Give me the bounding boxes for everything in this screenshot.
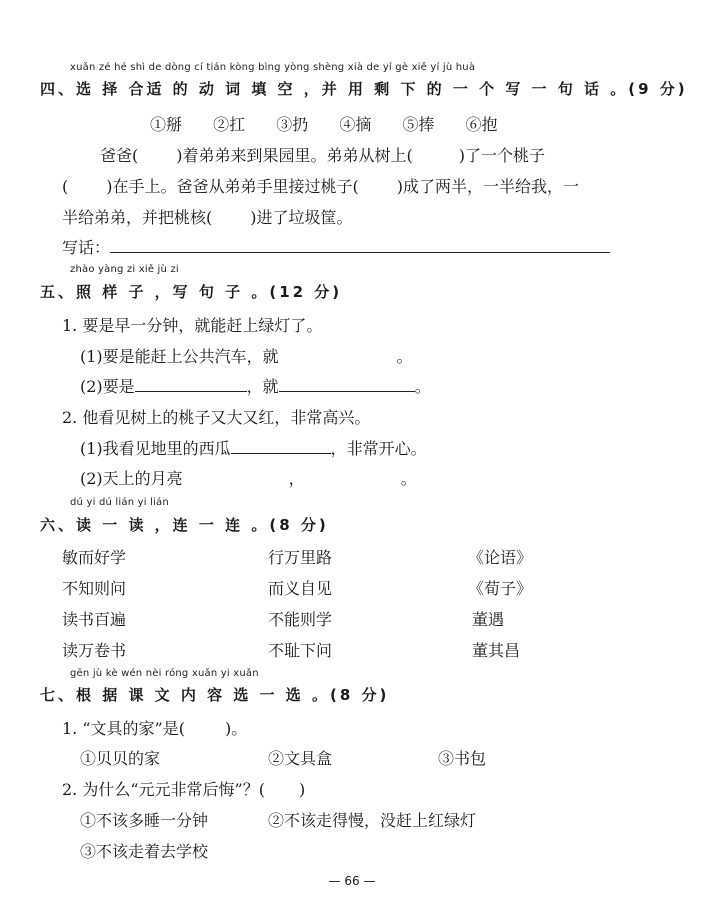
match-left[interactable]: 读书百遍 xyxy=(62,610,127,629)
sec5-title: 五、照 样 子 ，写 句 子 。(12 分) xyxy=(40,283,343,301)
text: 半给弟弟，并把桃核( xyxy=(62,208,213,227)
sec4-line1 xyxy=(100,143,545,166)
sec4-options xyxy=(150,112,498,135)
match-right[interactable]: 《论语》 xyxy=(468,548,533,567)
match-middle[interactable]: 不耻下问 xyxy=(268,641,333,660)
text: ，非常开心。 xyxy=(330,439,427,458)
sec4-option: ③扔 xyxy=(276,115,309,134)
sec7-q2-option[interactable]: ②不该走得慢，没赶上红绿灯 xyxy=(268,811,477,830)
sec7-q2-option[interactable]: ①不该多睡一分钟 xyxy=(80,811,209,830)
sec7-q2 xyxy=(62,777,305,800)
blank-line[interactable] xyxy=(231,439,331,454)
text: ，就 xyxy=(246,377,279,396)
text: )进了垃圾筐。 xyxy=(250,208,353,227)
sec5-q1a xyxy=(80,344,413,367)
text: (2)天上的月亮 xyxy=(80,469,183,488)
text: 。 xyxy=(414,377,431,396)
sec4-line2 xyxy=(62,174,579,197)
sec4-option: ⑤捧 xyxy=(402,115,435,134)
text: )在手上。爸爸从弟弟手里接过桃子( xyxy=(106,177,359,196)
sec7-title: 七、根 据 课 文 内 容 选 一 选 。(8 分) xyxy=(40,686,390,704)
sec5-q1b xyxy=(80,374,431,397)
text: )了一个桃子 xyxy=(458,146,545,165)
text: 1. “文具的家”是( xyxy=(62,719,185,738)
text: )成了两半，一半给我，一 xyxy=(396,177,579,196)
sec4-write xyxy=(62,235,610,258)
sec7-pinyin: gēn jù kè wén nèi róng xuǎn yi xuǎn xyxy=(70,668,259,679)
blank-line[interactable] xyxy=(279,377,415,392)
sec4-option: ②扛 xyxy=(213,115,246,134)
sec7-q1-option[interactable]: ①贝贝的家 xyxy=(80,749,161,768)
sec7-q1-option[interactable]: ②文具盒 xyxy=(268,749,333,768)
match-left[interactable]: 敏而好学 xyxy=(62,548,127,567)
sec5-q1: 1. 要是早一分钟，就能赶上绿灯了。 xyxy=(62,316,323,335)
sec4-line3 xyxy=(62,205,353,228)
match-middle[interactable]: 行万里路 xyxy=(268,548,333,567)
sec5-q2: 2. 他看见树上的桃子又大又红，非常高兴。 xyxy=(62,408,371,427)
text: ( xyxy=(62,177,69,196)
text: (2)要是 xyxy=(80,377,135,396)
match-middle[interactable]: 不能则学 xyxy=(268,610,333,629)
sec7-q2-option[interactable]: ③不该走着去学校 xyxy=(80,842,209,861)
sec4-option: ⑥抱 xyxy=(465,115,498,134)
text: ， xyxy=(288,469,305,488)
match-right[interactable]: 董遇 xyxy=(472,610,505,629)
match-middle[interactable]: 而义自见 xyxy=(268,579,333,598)
sec5-q2b xyxy=(80,466,417,489)
page-number: — 66 — xyxy=(328,874,376,888)
text: )。 xyxy=(224,719,248,738)
sec6-title: 六、读 一 读 ，连 一 连 。(8 分) xyxy=(40,516,329,534)
sec4-option: ④摘 xyxy=(339,115,372,134)
text: ) xyxy=(298,780,306,799)
text: (1)要是能赶上公共汽车，就 xyxy=(80,347,279,366)
write-line[interactable] xyxy=(110,238,610,253)
sec5-pinyin: zhào yàng zi xiě jù zi xyxy=(70,264,179,275)
sec4-pinyin: xuǎn zé hé shì de dòng cí tián kòng bìng yòng shèng xià de yí gè xiě yí jù huà xyxy=(70,62,476,73)
text: )着弟弟来到果园里。弟弟从树上( xyxy=(176,146,413,165)
sec6-pinyin: dú yi dú lián yi lián xyxy=(70,497,169,508)
match-right[interactable]: 董其昌 xyxy=(472,641,521,660)
text: 。 xyxy=(400,469,417,488)
text: 爸爸( xyxy=(100,146,139,165)
sec4-option: ①掰 xyxy=(150,115,183,134)
sec5-q2a xyxy=(80,436,427,459)
match-left[interactable]: 读万卷书 xyxy=(62,641,127,660)
sec4-title: 四、选 择 合适 的 动 词 填 空 ，并 用 剩 下 的 一 个 写 一 句 话 。(9 分) xyxy=(40,80,688,98)
text: 2. 为什么“元元非常后悔”？( xyxy=(62,780,265,799)
match-right[interactable]: 《荀子》 xyxy=(468,579,533,598)
text: (1)我看见地里的西瓜 xyxy=(80,439,231,458)
text: 。 xyxy=(396,347,413,366)
sec7-q1-option[interactable]: ③书包 xyxy=(438,749,487,768)
blank-line[interactable] xyxy=(135,377,247,392)
match-left[interactable]: 不知则问 xyxy=(62,579,127,598)
sec7-q1 xyxy=(62,716,247,739)
write-label: 写话： xyxy=(62,238,111,257)
